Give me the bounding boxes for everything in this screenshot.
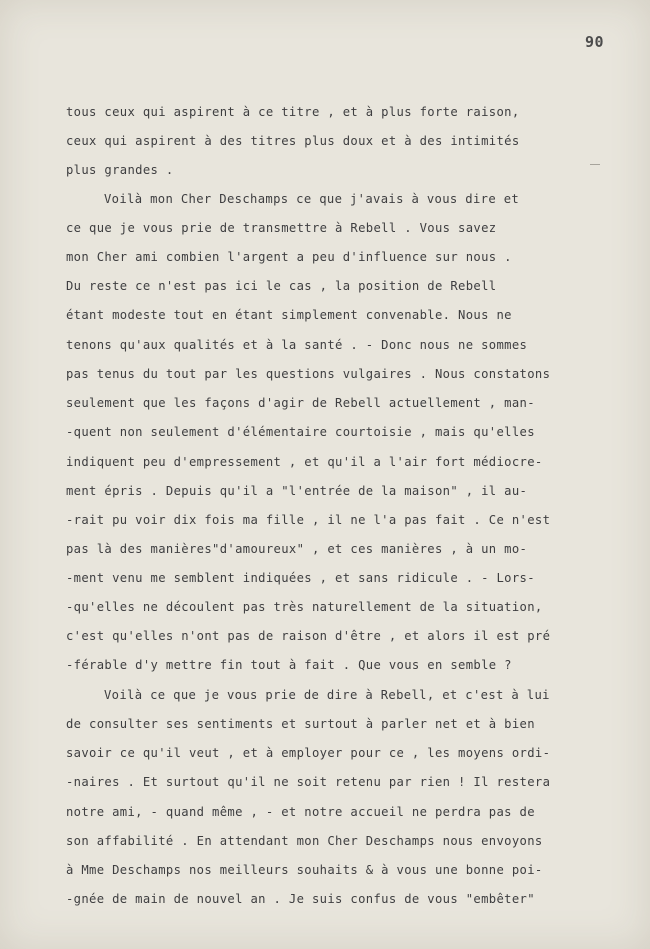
text-line-28: -gnée de main de nouvel an . Je suis confus de vous "embêter" <box>66 892 535 906</box>
text-line-13: indiquent peu d'empressement , et qu'il a l'air fort médiocre- <box>66 455 543 469</box>
text-line-18: -qu'elles ne découlent pas très naturellement de la situation, <box>66 600 543 614</box>
text-line-19: c'est qu'elles n'ont pas de raison d'être , et alors il est pré <box>66 629 551 643</box>
text-line-27: à Mme Deschamps nos meilleurs souhaits & à vous une bonne poi- <box>66 863 543 877</box>
text-line-24: -naires . Et surtout qu'il ne soit retenu par rien ! Il restera <box>66 775 551 789</box>
text-line-11: seulement que les façons d'agir de Rebell actuellement , man- <box>66 396 535 410</box>
page-number: 90 <box>585 33 605 51</box>
text-line-8: étant modeste tout en étant simplement convenable. Nous ne <box>66 308 512 322</box>
text-line-25: notre ami, - quand même , - et notre accueil ne perdra pas de <box>66 805 535 819</box>
text-line-3: plus grandes . <box>66 163 174 177</box>
text-line-21: Voilà ce que je vous prie de dire à Rebell, et c'est à lui <box>104 688 550 702</box>
text-line-6: mon Cher ami combien l'argent a peu d'influence sur nous . <box>66 250 512 264</box>
text-line-12: -quent non seulement d'élémentaire courtoisie , mais qu'elles <box>66 425 535 439</box>
text-line-9: tenons qu'aux qualités et à la santé . - Donc nous ne sommes <box>66 338 528 352</box>
margin-mark <box>590 164 600 165</box>
text-line-26: son affabilité . En attendant mon Cher Deschamps nous envoyons <box>66 834 543 848</box>
text-line-17: -ment venu me semblent indiquées , et sans ridicule . - Lors- <box>66 571 535 585</box>
text-line-14: ment épris . Depuis qu'il a "l'entrée de la maison" , il au- <box>66 484 528 498</box>
text-line-5: ce que je vous prie de transmettre à Rebell . Vous savez <box>66 221 497 235</box>
text-line-20: -férable d'y mettre fin tout à fait . Que vous en semble ? <box>66 658 512 672</box>
text-line-23: savoir ce qu'il veut , et à employer pour ce , les moyens ordi- <box>66 746 551 760</box>
text-line-16: pas là des manières"d'amoureux" , et ces manières , à un mo- <box>66 542 528 556</box>
text-line-7: Du reste ce n'est pas ici le cas , la position de Rebell <box>66 279 497 293</box>
text-line-2: ceux qui aspirent à des titres plus doux et à des intimités <box>66 134 520 148</box>
text-line-1: tous ceux qui aspirent à ce titre , et à plus forte raison, <box>66 105 520 119</box>
text-line-15: -rait pu voir dix fois ma fille , il ne l'a pas fait . Ce n'est <box>66 513 551 527</box>
text-line-4: Voilà mon Cher Deschamps ce que j'avais à vous dire et <box>104 192 520 206</box>
text-line-10: pas tenus du tout par les questions vulgaires . Nous constatons <box>66 367 551 381</box>
text-line-22: de consulter ses sentiments et surtout à parler net et à bien <box>66 717 535 731</box>
